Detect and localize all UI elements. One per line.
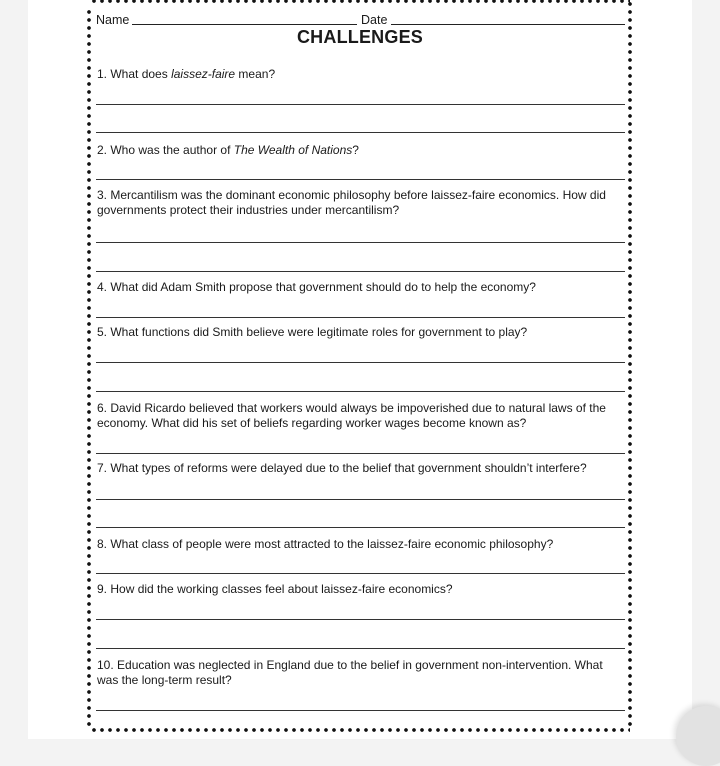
answer-line[interactable] [96, 362, 625, 363]
date-label: Date [361, 13, 388, 27]
dotted-border-bottom [90, 727, 630, 733]
question-text: ? [352, 143, 359, 157]
question-text: What did Adam Smith propose that government should do to help the economy? [110, 280, 536, 294]
question-number: 4. [97, 280, 108, 294]
answer-line[interactable] [96, 132, 625, 133]
question-number: 2. [97, 143, 108, 157]
question-3 [97, 188, 627, 218]
question-text: governments protect their industries under mercantilism? [97, 203, 400, 217]
question-text: What types of reforms were delayed due to the belief that government shouldn’t interfere? [110, 461, 587, 475]
question-8 [97, 537, 627, 552]
question-2 [97, 143, 627, 158]
question-number: 6. [97, 401, 108, 415]
question-number: 1. [97, 67, 108, 81]
question-number: 5. [97, 325, 108, 339]
question-term: laissez-faire [171, 67, 236, 81]
question-7 [97, 461, 627, 476]
question-text: David Ricardo believed that workers would always be impoverished due to natural laws of the [110, 401, 606, 415]
question-text: What functions did Smith believe were legitimate roles for government to play? [110, 325, 528, 339]
question-number: 3. [97, 188, 108, 202]
question-text: What class of people were most attracted to the laissez-faire economic philosophy? [110, 537, 554, 551]
question-number: 8. [97, 537, 108, 551]
question-text: economy. What did his set of beliefs regarding worker wages become known as? [97, 416, 527, 430]
answer-line[interactable] [96, 317, 625, 318]
question-text: Mercantilism was the dominant economic philosophy before laissez-faire economics. How did [110, 188, 606, 202]
question-5 [97, 325, 627, 340]
worksheet-page [28, 0, 692, 739]
answer-line[interactable] [96, 499, 625, 500]
name-label: Name [96, 13, 130, 27]
question-text: Who was the author of [110, 143, 234, 157]
answer-line[interactable] [96, 648, 625, 649]
dotted-border-left [86, 8, 92, 730]
question-number: 10. [97, 658, 114, 672]
question-text: mean? [235, 67, 276, 81]
page-title: CHALLENGES [296, 27, 423, 47]
question-9 [97, 582, 627, 597]
dotted-border-top [90, 0, 630, 4]
question-text: What does [110, 67, 172, 81]
date-field[interactable] [391, 24, 625, 25]
answer-line[interactable] [96, 391, 625, 392]
question-6 [97, 401, 627, 431]
answer-line[interactable] [96, 527, 625, 528]
answer-line[interactable] [96, 573, 625, 574]
answer-line[interactable] [96, 104, 625, 105]
answer-line[interactable] [96, 179, 625, 180]
question-book-title: The Wealth of Nations [233, 143, 353, 157]
question-4 [97, 280, 627, 295]
answer-line[interactable] [96, 710, 625, 711]
question-number: 7. [97, 461, 108, 475]
answer-line[interactable] [96, 619, 625, 620]
question-text: How did the working classes feel about laissez-faire economics? [110, 582, 453, 596]
dotted-border-right [627, 0, 633, 730]
answer-line[interactable] [96, 271, 625, 272]
answer-line[interactable] [96, 242, 625, 243]
question-text: Education was neglected in England due to the belief in government non-intervention. What [117, 658, 603, 672]
question-10 [97, 658, 627, 688]
question-number: 9. [97, 582, 108, 596]
answer-line[interactable] [96, 453, 625, 454]
name-field[interactable] [132, 24, 357, 25]
question-text: was the long-term result? [97, 673, 232, 687]
question-1 [97, 67, 627, 82]
